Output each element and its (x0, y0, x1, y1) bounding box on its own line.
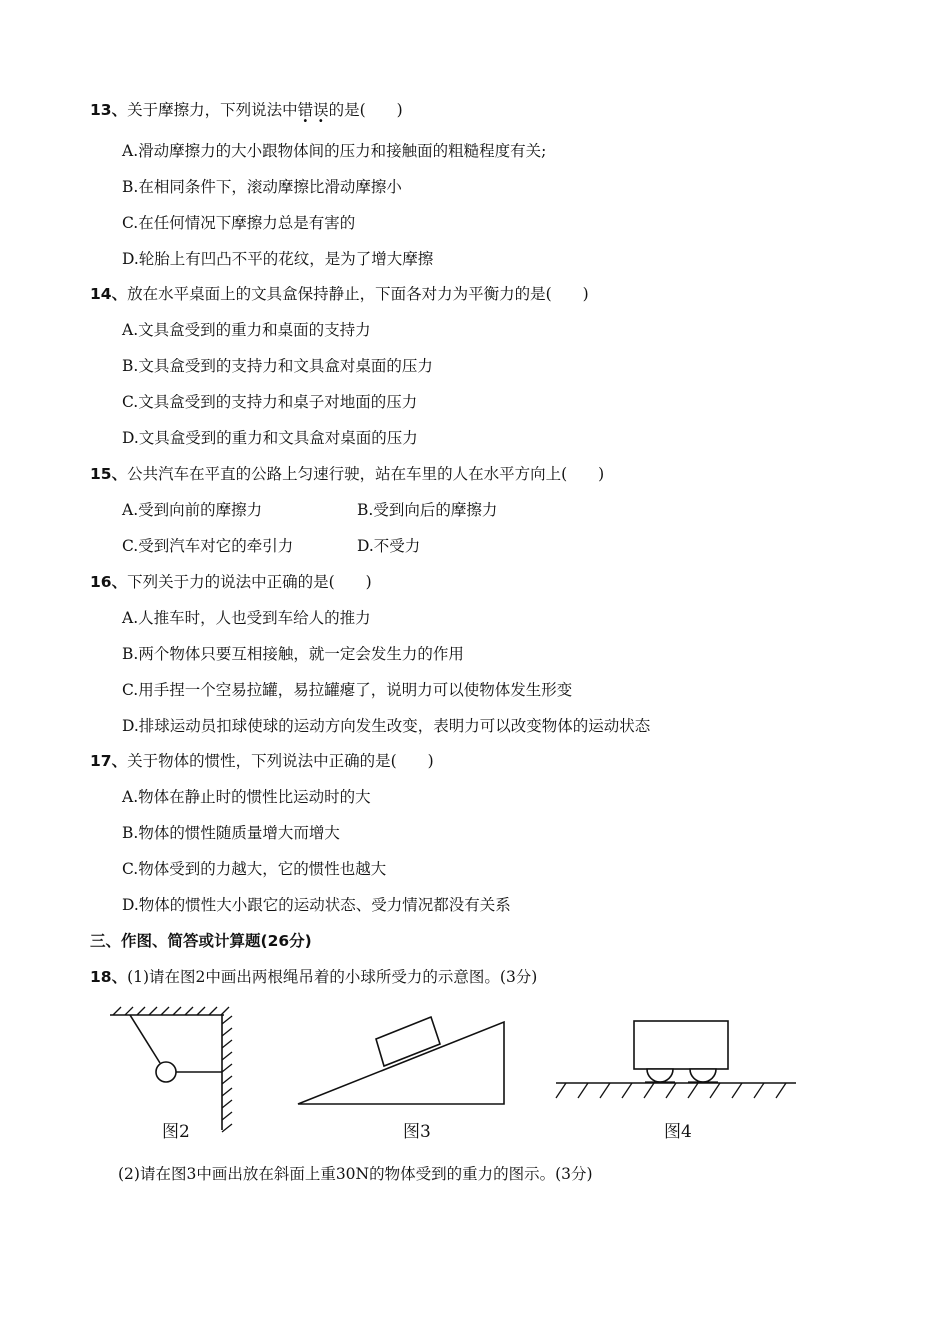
question-14-option-a: A.文具盒受到的重力和桌面的支持力 (122, 321, 371, 339)
question-17-option-a: A.物体在静止时的惯性比运动时的大 (122, 788, 371, 806)
figure-2-caption: 图2 (162, 1122, 190, 1142)
figure-4-cart-body (634, 1021, 728, 1069)
question-13-stem: 13、关于摩擦力，下列说法中错误的是( ) (90, 101, 403, 119)
figure-3-block (376, 1017, 440, 1066)
figure-3-diagram (298, 1017, 504, 1104)
figure-4-caption: 图4 (664, 1122, 692, 1142)
figure-4-right-wheel (690, 1069, 716, 1082)
question-16-option-a: A.人推车时，人也受到车给人的推力 (122, 609, 371, 627)
figure-3-caption: 图3 (403, 1122, 431, 1142)
figure-4-ground-hatch (556, 1083, 786, 1098)
figure-2-slanted-rope (130, 1015, 160, 1063)
question-13-option-c: C.在任何情况下摩擦力总是有害的 (122, 214, 356, 232)
question-13-option-d: D.轮胎上有凹凸不平的花纹，是为了增大摩擦 (122, 250, 434, 268)
question-17-option-d: D.物体的惯性大小跟它的运动状态、受力情况都没有关系 (122, 896, 511, 914)
question-13-option-b: B.在相同条件下，滚动摩擦比滑动摩擦小 (122, 178, 402, 196)
figure-2-wall-hatch (222, 1016, 232, 1132)
question-18-part-1: 18、(1)请在图2中画出两根绳吊着的小球所受力的示意图。(3分) (90, 968, 538, 986)
question-17-option-c: C.物体受到的力越大，它的惯性也越大 (122, 860, 387, 878)
question-16-option-d: D.排球运动员扣球使球的运动方向发生改变，表明力可以改变物体的运动状态 (122, 717, 651, 735)
question-16-stem: 16、下列关于力的说法中正确的是( ) (90, 573, 372, 591)
section-3-heading: 三、作图、简答或计算题(26分) (90, 932, 312, 950)
question-15-option-b: B.受到向后的摩擦力 (357, 501, 498, 519)
question-14-option-c: C.文具盒受到的支持力和桌子对地面的压力 (122, 393, 418, 411)
question-14-option-d: D.文具盒受到的重力和文具盒对桌面的压力 (122, 429, 418, 447)
question-16-option-b: B.两个物体只要互相接触，就一定会发生力的作用 (122, 645, 464, 663)
question-15-option-a: A.受到向前的摩擦力 (122, 501, 263, 519)
question-15-option-d: D.不受力 (357, 537, 421, 555)
question-17-option-b: B.物体的惯性随质量增大而增大 (122, 824, 340, 842)
question-15-option-c: C.受到汽车对它的牵引力 (122, 537, 294, 555)
question-17-stem: 17、关于物体的惯性，下列说法中正确的是( ) (90, 752, 434, 770)
question-13-option-a: A.滑动摩擦力的大小跟物体间的压力和接触面的粗糙程度有关; (122, 142, 547, 160)
figure-2-ceiling-hatch (113, 1007, 229, 1015)
question-15-stem: 15、公共汽车在平直的公路上匀速行驶，站在车里的人在水平方向上( ) (90, 465, 605, 483)
figure-4-left-wheel (647, 1069, 673, 1082)
figure-4-diagram (556, 1021, 796, 1098)
question-14-option-b: B.文具盒受到的支持力和文具盒对桌面的压力 (122, 357, 433, 375)
question-16-option-c: C.用手捏一个空易拉罐，易拉罐瘪了，说明力可以使物体发生形变 (122, 681, 573, 699)
question-18-part-2: (2)请在图3中画出放在斜面上重30N的物体受到的重力的图示。(3分) (118, 1165, 593, 1183)
question-14-stem: 14、放在水平桌面上的文具盒保持静止，下面各对力为平衡力的是( ) (90, 285, 589, 303)
figure-2-ball (156, 1062, 176, 1082)
figure-2-diagram (110, 1007, 232, 1132)
